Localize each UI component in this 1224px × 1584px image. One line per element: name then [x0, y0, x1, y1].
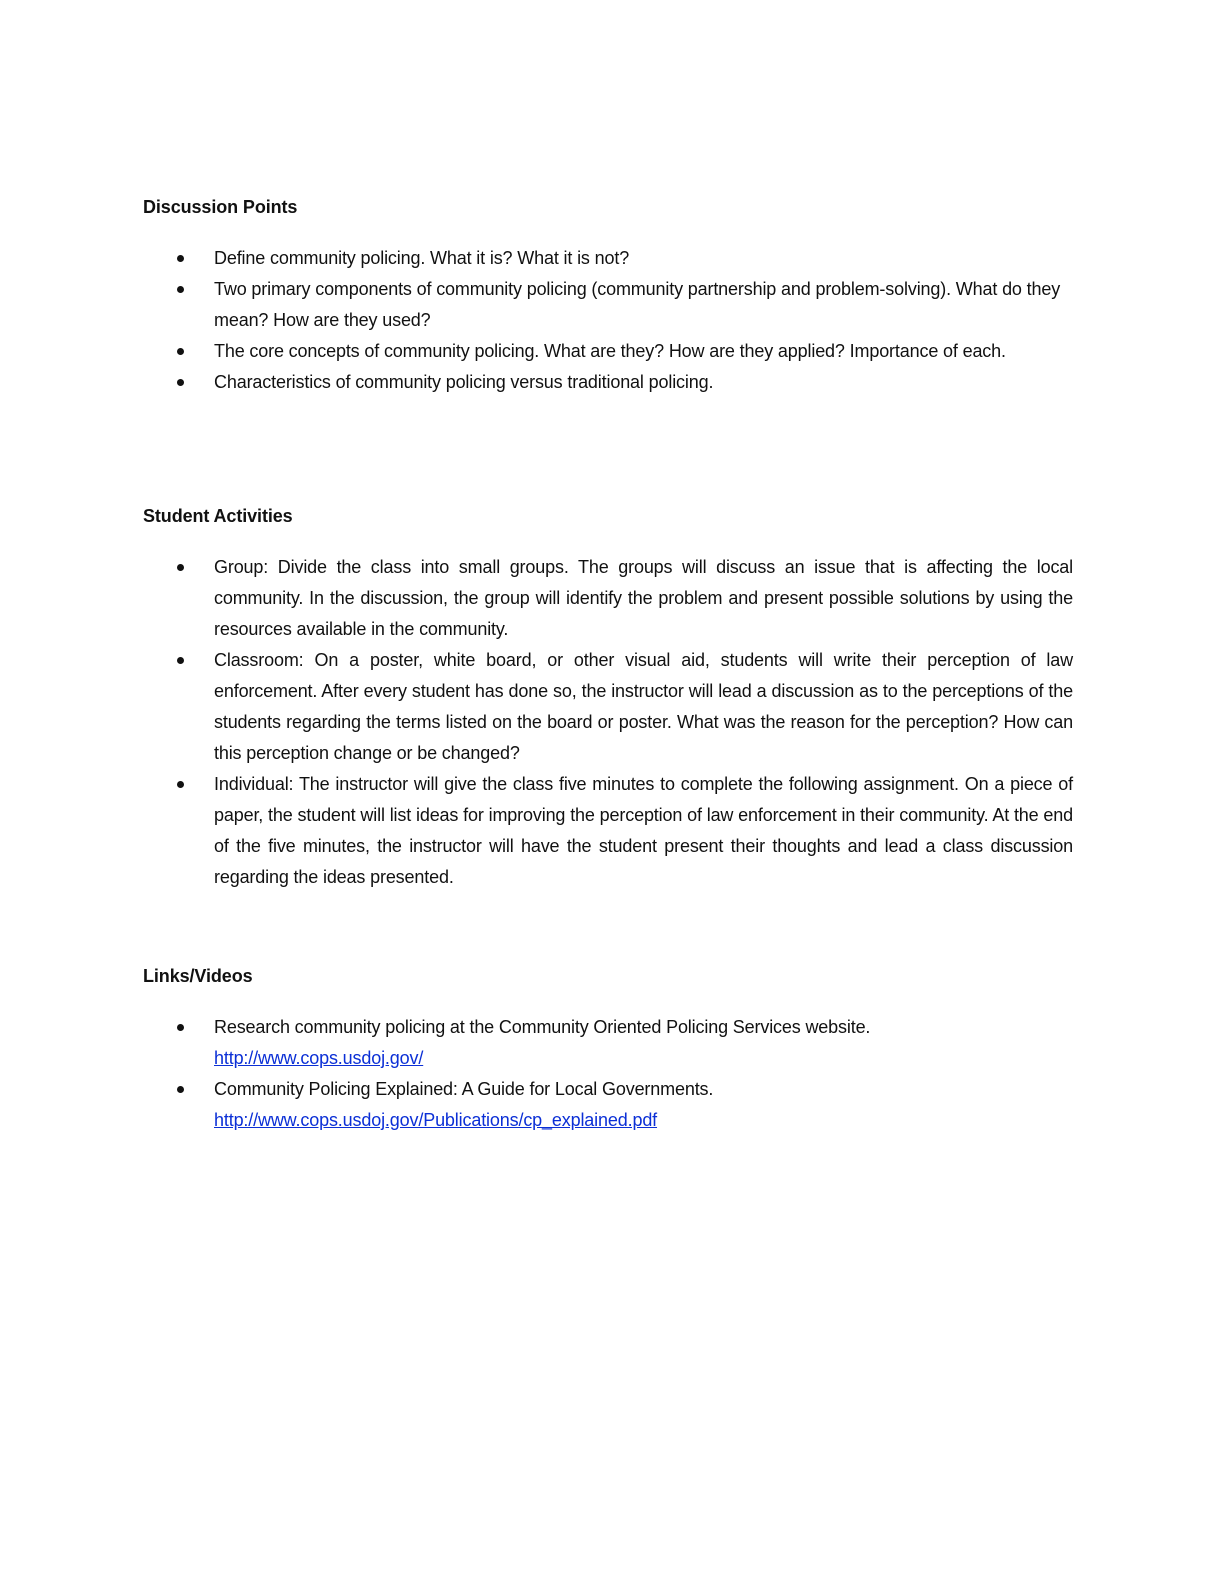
bullet-icon: [177, 564, 184, 571]
list-item: [143, 336, 1073, 367]
links-videos-heading: Links/Videos: [143, 966, 253, 986]
student-activities-section: [143, 504, 1073, 893]
list-item-text: Community Policing Explained: A Guide for Local Governments.: [214, 1079, 714, 1099]
bullet-icon: [177, 348, 184, 355]
list-item-text: Research community policing at the Community Oriented Policing Services website.: [214, 1017, 871, 1037]
bullet-icon: [177, 781, 184, 788]
list-item: [143, 367, 1073, 398]
list-item: [143, 1012, 1073, 1074]
bullet-icon: [177, 379, 184, 386]
links-videos-section: [143, 964, 1073, 1136]
bullet-icon: [177, 1086, 184, 1093]
list-item-text: Group: Divide the class into small groups. The groups will discuss an issue that is affecting the local community. In the discussion, the group will identify the problem and present possible solutions by using the resources available in the community.: [214, 557, 1073, 639]
bullet-icon: [177, 657, 184, 664]
discussion-points-list: [143, 243, 1073, 398]
list-item: [143, 645, 1073, 769]
list-item-text: Two primary components of community policing (community partnership and problem-solving). What do they mean? How are they used?: [214, 279, 1061, 330]
student-activities-heading: Student Activities: [143, 506, 293, 526]
cops-website-link[interactable]: http://www.cops.usdoj.gov/: [214, 1048, 424, 1068]
list-item: [143, 1074, 1073, 1136]
list-item-text: Individual: The instructor will give the class five minutes to complete the following assignment. On a piece of paper, the student will list ideas for improving the perception of law enforcement in their community. At the end of the five minutes, the instructor will have the student present their thoughts and lead a class discussion regarding the ideas presented.: [214, 774, 1073, 887]
list-item: [143, 274, 1073, 336]
list-item-text: Define community policing. What it is? What it is not?: [214, 248, 630, 268]
bullet-icon: [177, 286, 184, 293]
student-activities-list: [143, 552, 1073, 893]
links-videos-list: [143, 1012, 1073, 1136]
bullet-icon: [177, 255, 184, 262]
list-item: [143, 769, 1073, 893]
list-item-text: The core concepts of community policing. What are they? How are they applied? Importance of each.: [214, 341, 1006, 361]
cp-explained-pdf-link[interactable]: http://www.cops.usdoj.gov/Publications/cp_explained.pdf: [214, 1110, 658, 1130]
discussion-points-heading: Discussion Points: [143, 197, 298, 217]
list-item: [143, 552, 1073, 645]
discussion-points-section: [143, 195, 1073, 398]
list-item-text: Characteristics of community policing versus traditional policing.: [214, 372, 714, 392]
bullet-icon: [177, 1024, 184, 1031]
list-item-text: Classroom: On a poster, white board, or other visual aid, students will write their perception of law enforcement. After every student has done so, the instructor will lead a discussion as to the perceptions of the students regarding the terms listed on the board or poster. What was the reason for the perception? How can this perception change or be changed?: [214, 650, 1073, 763]
list-item: [143, 243, 1073, 274]
